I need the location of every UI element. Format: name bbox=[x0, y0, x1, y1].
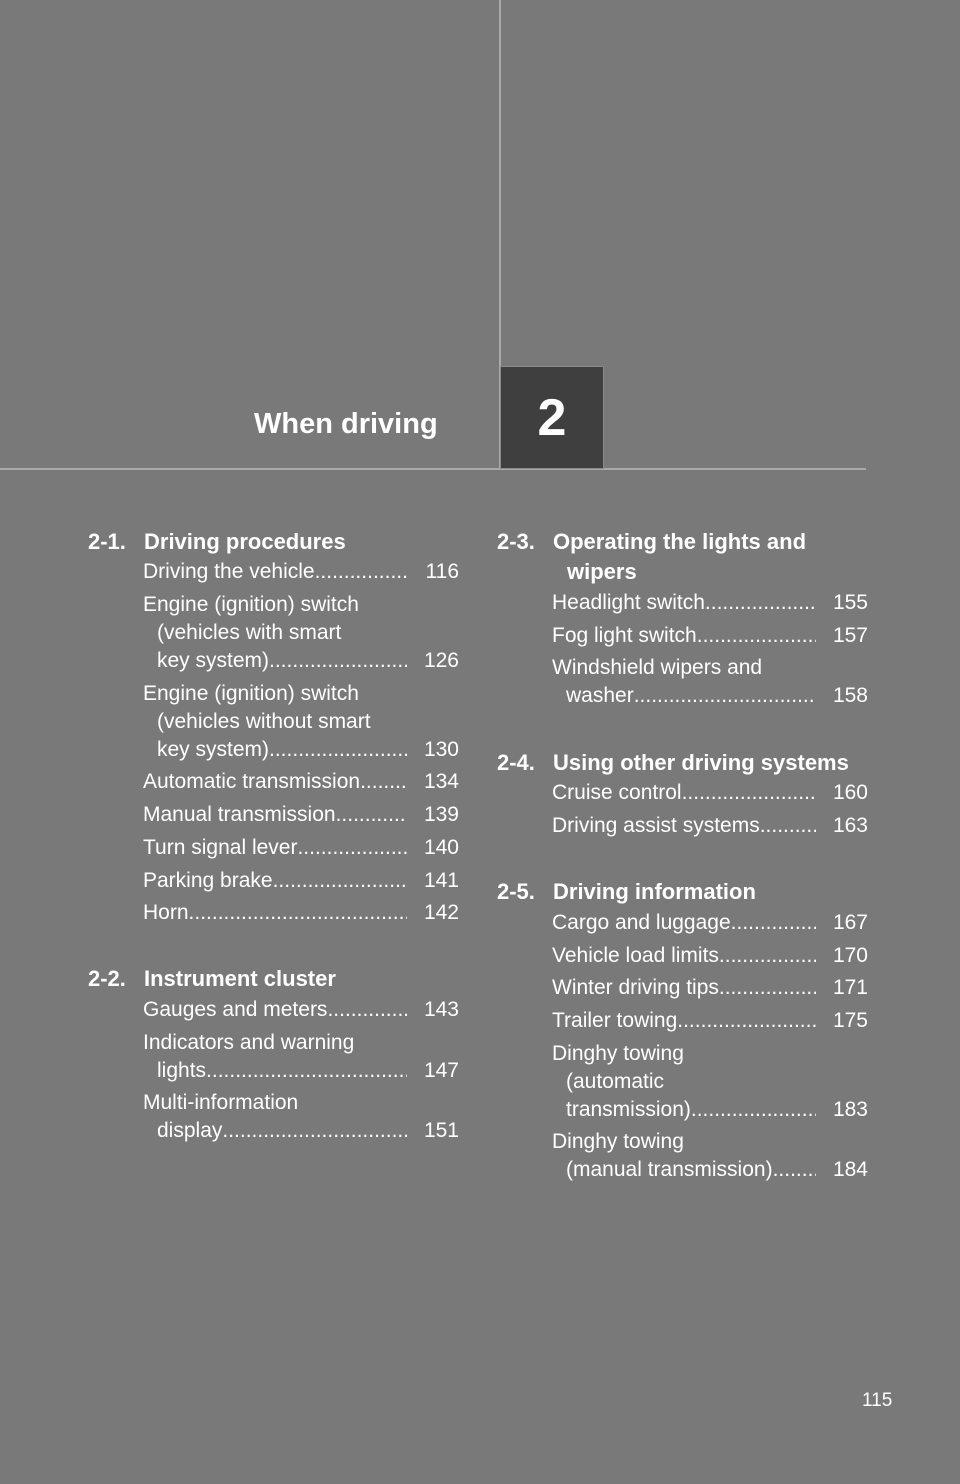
toc-entry-text: Headlight switch bbox=[552, 591, 705, 614]
toc-entry-text: transmission) bbox=[566, 1098, 691, 1121]
toc-page-number: 126 bbox=[423, 649, 459, 672]
toc-entry-text: Trailer towing bbox=[552, 1009, 678, 1032]
toc-page-number: 130 bbox=[423, 738, 459, 761]
toc-entry-text: (vehicles with smart bbox=[157, 621, 342, 644]
dot-leader bbox=[760, 812, 816, 840]
toc-page-number: 175 bbox=[832, 1009, 868, 1032]
toc-page-number: 183 bbox=[832, 1098, 868, 1121]
dot-leader bbox=[269, 736, 407, 764]
dot-leader bbox=[719, 942, 816, 970]
toc-page-number: 139 bbox=[423, 803, 459, 826]
toc-entry[interactable] bbox=[552, 942, 868, 970]
toc-entry-text: Indicators and warning bbox=[143, 1031, 355, 1054]
dot-leader bbox=[297, 834, 407, 862]
dot-leader bbox=[189, 899, 407, 927]
toc-entry[interactable] bbox=[143, 899, 459, 927]
dot-leader bbox=[731, 909, 816, 937]
chapter-title: When driving bbox=[254, 408, 438, 440]
section-number: 2-1. bbox=[88, 529, 126, 554]
toc-entry-text: Parking brake bbox=[143, 869, 273, 892]
toc-entry-text: Dinghy towing bbox=[552, 1130, 684, 1153]
toc-entry-text: Dinghy towing bbox=[552, 1042, 684, 1065]
toc-entry[interactable] bbox=[143, 867, 459, 895]
toc-entry-row bbox=[143, 768, 459, 796]
dot-leader bbox=[315, 558, 407, 586]
toc-entry-row bbox=[552, 942, 868, 970]
horizontal-rule bbox=[0, 468, 866, 470]
dot-leader bbox=[206, 1057, 407, 1085]
section-title-line: Operating the lights and bbox=[553, 529, 807, 554]
toc-entry[interactable] bbox=[552, 1040, 868, 1124]
section-number: 2-4. bbox=[497, 750, 535, 775]
toc-entry-row bbox=[552, 1007, 868, 1035]
dot-leader bbox=[705, 589, 816, 617]
toc-entry[interactable] bbox=[552, 622, 868, 650]
toc-page-number: 147 bbox=[423, 1059, 459, 1082]
dot-leader bbox=[719, 974, 816, 1002]
toc-entry-text: Cruise control bbox=[552, 781, 682, 804]
toc-entry-row bbox=[143, 1117, 459, 1145]
toc-entry-text: washer bbox=[566, 684, 634, 707]
section-number: 2-2. bbox=[88, 966, 126, 991]
toc-entry[interactable] bbox=[143, 1089, 459, 1145]
toc-entry-row bbox=[552, 779, 868, 807]
toc-entry[interactable] bbox=[143, 801, 459, 829]
section-title-line: wipers bbox=[567, 559, 637, 584]
toc-entry[interactable] bbox=[552, 654, 868, 710]
dot-leader bbox=[269, 647, 407, 675]
toc-entry-text: Turn signal lever bbox=[143, 836, 298, 859]
toc-entry-row bbox=[143, 834, 459, 862]
toc-entry[interactable] bbox=[552, 974, 868, 1002]
dot-leader bbox=[682, 779, 816, 807]
toc-page-number: 184 bbox=[832, 1158, 868, 1181]
toc-entry-row bbox=[552, 909, 868, 937]
toc-page-number: 157 bbox=[832, 624, 868, 647]
toc-entry-row bbox=[552, 1096, 868, 1124]
toc-entry-text: Horn bbox=[143, 901, 189, 924]
toc-page-number: 167 bbox=[832, 911, 868, 934]
toc-entry[interactable] bbox=[143, 591, 459, 675]
toc-entry[interactable] bbox=[552, 589, 868, 617]
toc-entry-text: Driving assist systems bbox=[552, 814, 760, 837]
toc-entry-row bbox=[552, 589, 868, 617]
toc-entry[interactable] bbox=[143, 768, 459, 796]
toc-entry-text: Driving the vehicle bbox=[143, 560, 315, 583]
section-title-line: Driving information bbox=[553, 879, 756, 904]
toc-page-number: 134 bbox=[423, 770, 459, 793]
toc-entry-row bbox=[143, 736, 459, 764]
section-title bbox=[553, 527, 869, 587]
page-number: 115 bbox=[862, 1390, 893, 1411]
dot-leader bbox=[677, 1007, 816, 1035]
toc-entry-text: Manual transmission bbox=[143, 803, 336, 826]
toc-page-number: 171 bbox=[832, 976, 868, 999]
toc-entry-text: Automatic transmission bbox=[143, 770, 361, 793]
toc-entry-row bbox=[143, 867, 459, 895]
toc-entry[interactable] bbox=[143, 834, 459, 862]
toc-entry-row bbox=[143, 996, 459, 1024]
dot-leader bbox=[327, 996, 407, 1024]
toc-entry[interactable] bbox=[143, 1029, 459, 1085]
toc-entry-row bbox=[552, 974, 868, 1002]
toc-entry-text: Engine (ignition) switch bbox=[143, 593, 359, 616]
dot-leader bbox=[273, 867, 407, 895]
section-title-line: Driving procedures bbox=[144, 529, 346, 554]
toc-entry-text: Fog light switch bbox=[552, 624, 697, 647]
toc-entry-row bbox=[552, 622, 868, 650]
toc-entry[interactable] bbox=[143, 680, 459, 764]
toc-entry[interactable] bbox=[552, 812, 868, 840]
toc-entry-text: Vehicle load limits bbox=[552, 944, 719, 967]
section-title-line: Instrument cluster bbox=[144, 966, 336, 991]
section-number: 2-5. bbox=[497, 879, 535, 904]
dot-leader bbox=[773, 1156, 816, 1184]
toc-page-number: 116 bbox=[425, 560, 459, 583]
chapter-number-box bbox=[500, 366, 604, 469]
toc-entry-text: (manual transmission) bbox=[566, 1158, 773, 1181]
section-title bbox=[144, 964, 460, 994]
toc-entry[interactable] bbox=[143, 558, 459, 586]
toc-entry-text: display bbox=[157, 1119, 223, 1142]
toc-page-number: 140 bbox=[423, 836, 459, 859]
toc-page-number: 160 bbox=[832, 781, 868, 804]
toc-entry-text: Cargo and luggage bbox=[552, 911, 731, 934]
toc-entry-text: key system) bbox=[157, 738, 270, 761]
toc-entry-text: Multi-information bbox=[143, 1091, 299, 1114]
toc-entry-row bbox=[143, 801, 459, 829]
section-number: 2-3. bbox=[497, 529, 535, 554]
toc-page-number: 141 bbox=[423, 869, 459, 892]
toc-entry[interactable] bbox=[143, 996, 459, 1024]
toc-entry-row bbox=[552, 812, 868, 840]
toc-entry-row bbox=[143, 647, 459, 675]
section-title-line: Using other driving systems bbox=[553, 750, 849, 775]
toc-entry-text: (vehicles without smart bbox=[157, 710, 371, 733]
toc-entry-text: Gauges and meters bbox=[143, 998, 328, 1021]
toc-entry-text: lights bbox=[157, 1059, 207, 1082]
toc-entry-text: Windshield wipers and bbox=[552, 656, 763, 679]
toc-entry[interactable] bbox=[552, 779, 868, 807]
section-title bbox=[553, 748, 869, 778]
toc-entry-text: key system) bbox=[157, 649, 270, 672]
toc-page-number: 143 bbox=[423, 998, 459, 1021]
toc-page-number: 163 bbox=[832, 814, 868, 837]
dot-leader bbox=[697, 622, 816, 650]
toc-entry-text: (automatic bbox=[566, 1070, 665, 1093]
toc-entry-row bbox=[143, 1057, 459, 1085]
toc-entry-text: Winter driving tips bbox=[552, 976, 719, 999]
toc-entry-row bbox=[143, 558, 459, 586]
toc-entry[interactable] bbox=[552, 909, 868, 937]
toc-entry-row bbox=[143, 899, 459, 927]
toc-entry[interactable] bbox=[552, 1128, 868, 1184]
toc-page-number: 158 bbox=[832, 684, 868, 707]
section-title bbox=[144, 527, 460, 557]
dot-leader bbox=[634, 682, 816, 710]
chapter-number: 2 bbox=[537, 388, 567, 447]
toc-page-number: 142 bbox=[423, 901, 459, 924]
toc-entry-row bbox=[552, 1156, 868, 1184]
dot-leader bbox=[222, 1117, 407, 1145]
toc-page-number: 155 bbox=[832, 591, 868, 614]
toc-entry[interactable] bbox=[552, 1007, 868, 1035]
dot-leader bbox=[336, 801, 407, 829]
section-title bbox=[553, 877, 869, 907]
dot-leader bbox=[360, 768, 407, 796]
toc-page-number: 151 bbox=[423, 1119, 459, 1142]
toc-page-number: 170 bbox=[832, 944, 868, 967]
dot-leader bbox=[691, 1096, 816, 1124]
toc-entry-text: Engine (ignition) switch bbox=[143, 682, 359, 705]
toc-entry-row bbox=[552, 682, 868, 710]
